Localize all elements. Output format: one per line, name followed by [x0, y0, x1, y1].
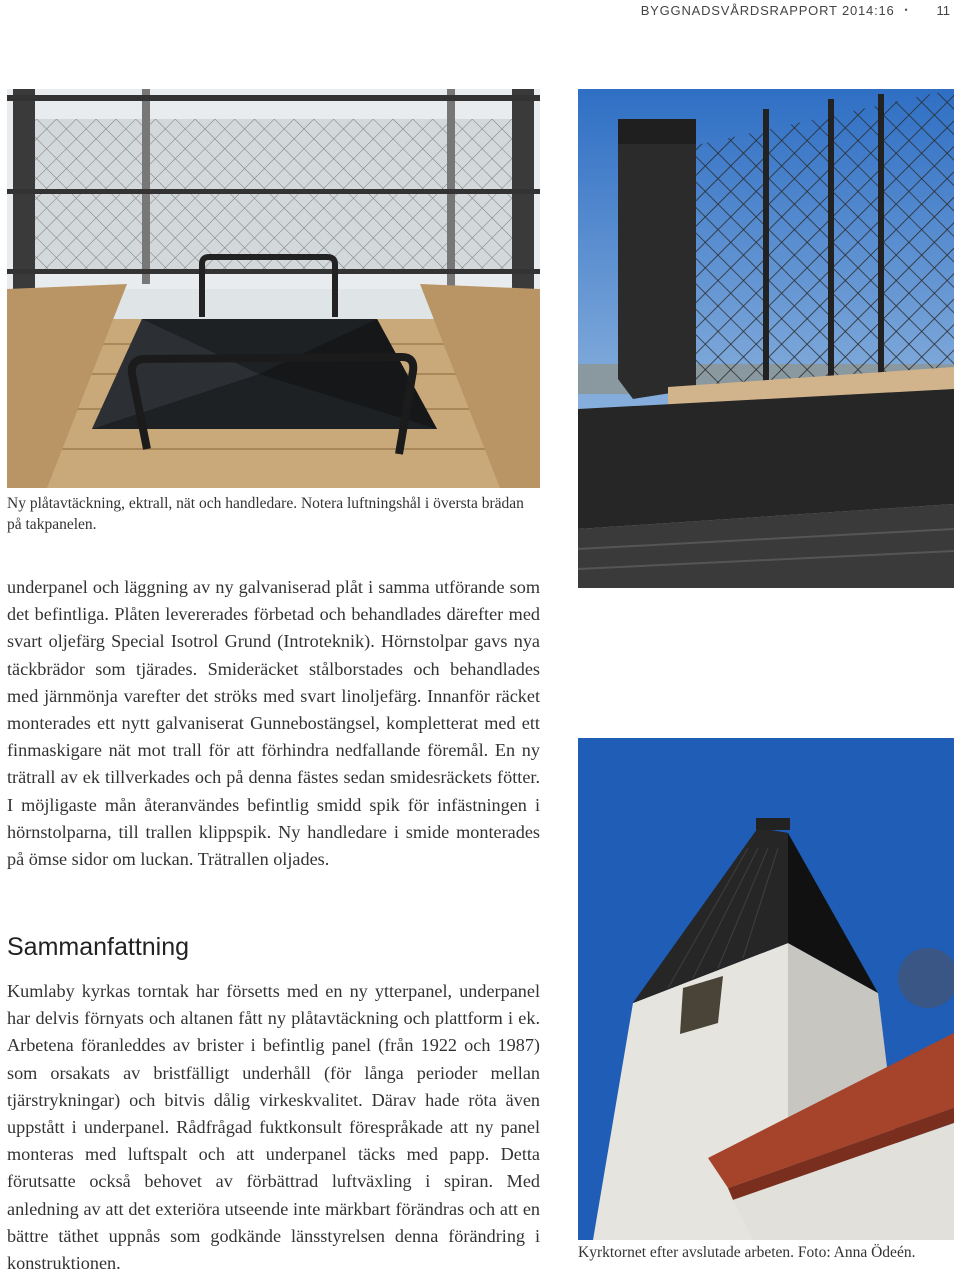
section-heading: Sammanfattning	[7, 933, 190, 961]
rooftop-deck-photo	[7, 89, 540, 488]
body-paragraph-1: underpanel och läggning av ny galvaniserad plåt i samma utförande som det befintliga. Plåten levererades förbetad och behandlades därefter med svart oljefärg Special Isotrol Grund (Introteknik). Hörnstolpar gavs nya täckbrädor som tjärades. Smideräcket stålborstades och behandlades med järnmönja varefter det ströks med svart linoljefärg. Innanför räcket monterades ett nytt galvaniserat Gunnebostängsel, kompletterat med ett finmaskigare nät mot trall för att förhindra nedfallande föremål. En ny trätrall av ek tillverkades och på denna fästes sedan smidesräckets fötter. I möjligaste mån återanvändes befintlig smidd spik för infästningen i hörnstolparna, till trallen klippspik. Ny handledare i smide monterades på ömse sidor om luckan. Trätrallen oljades.	[7, 577, 540, 870]
page-number: 11	[936, 2, 950, 18]
church-tower-photo-icon	[578, 738, 954, 1240]
rooftop-fence-photo-icon	[578, 89, 954, 588]
church-tower-photo	[578, 738, 954, 1240]
header-separator: •	[904, 5, 909, 15]
tower-photo-caption: Kyrktornet efter avslutade arbeten. Foto: Anna Ödeén.	[578, 1244, 916, 1261]
report-title: BYGGNADSVÅRDSRAPPORT 2014:16	[640, 2, 895, 18]
running-header	[641, 0, 950, 20]
rooftop-deck-hatch-photo-icon	[7, 89, 540, 488]
body-paragraph-2: Kumlaby kyrkas torntak har försetts med en ny ytterpanel, underpanel har delvis förnyats och altanen fått ny plåtavtäckning och plattform i ek. Arbetena föranleddes av brister i befintlig panel (från 1922 och 1987) som orsakats av bristfälligt underhåll (för långa perioder mellan tjärstrykningar) och bitvis dålig virkeskvalitet. Därav hade röta även uppstått i underpanel. Rådfrågad fuktkonsult förespråkade att ny panel monteras med luftspalt och att underpanel täcks med papp. Detta förutsatte också behovet av förbättrad luftväxling i spiran. Med anledning av att det exteriöra utseende inte märkbart förändras och att en bättre täthet uppnås som godkände länsstyrelsen denna förändring i konstruktionen.	[7, 981, 540, 1274]
deck-photo-caption: Ny plåtavtäckning, ektrall, nät och handledare. Notera luftningshål i översta brädan på takpanelen.	[7, 495, 524, 533]
rooftop-fence-photo	[578, 89, 954, 588]
